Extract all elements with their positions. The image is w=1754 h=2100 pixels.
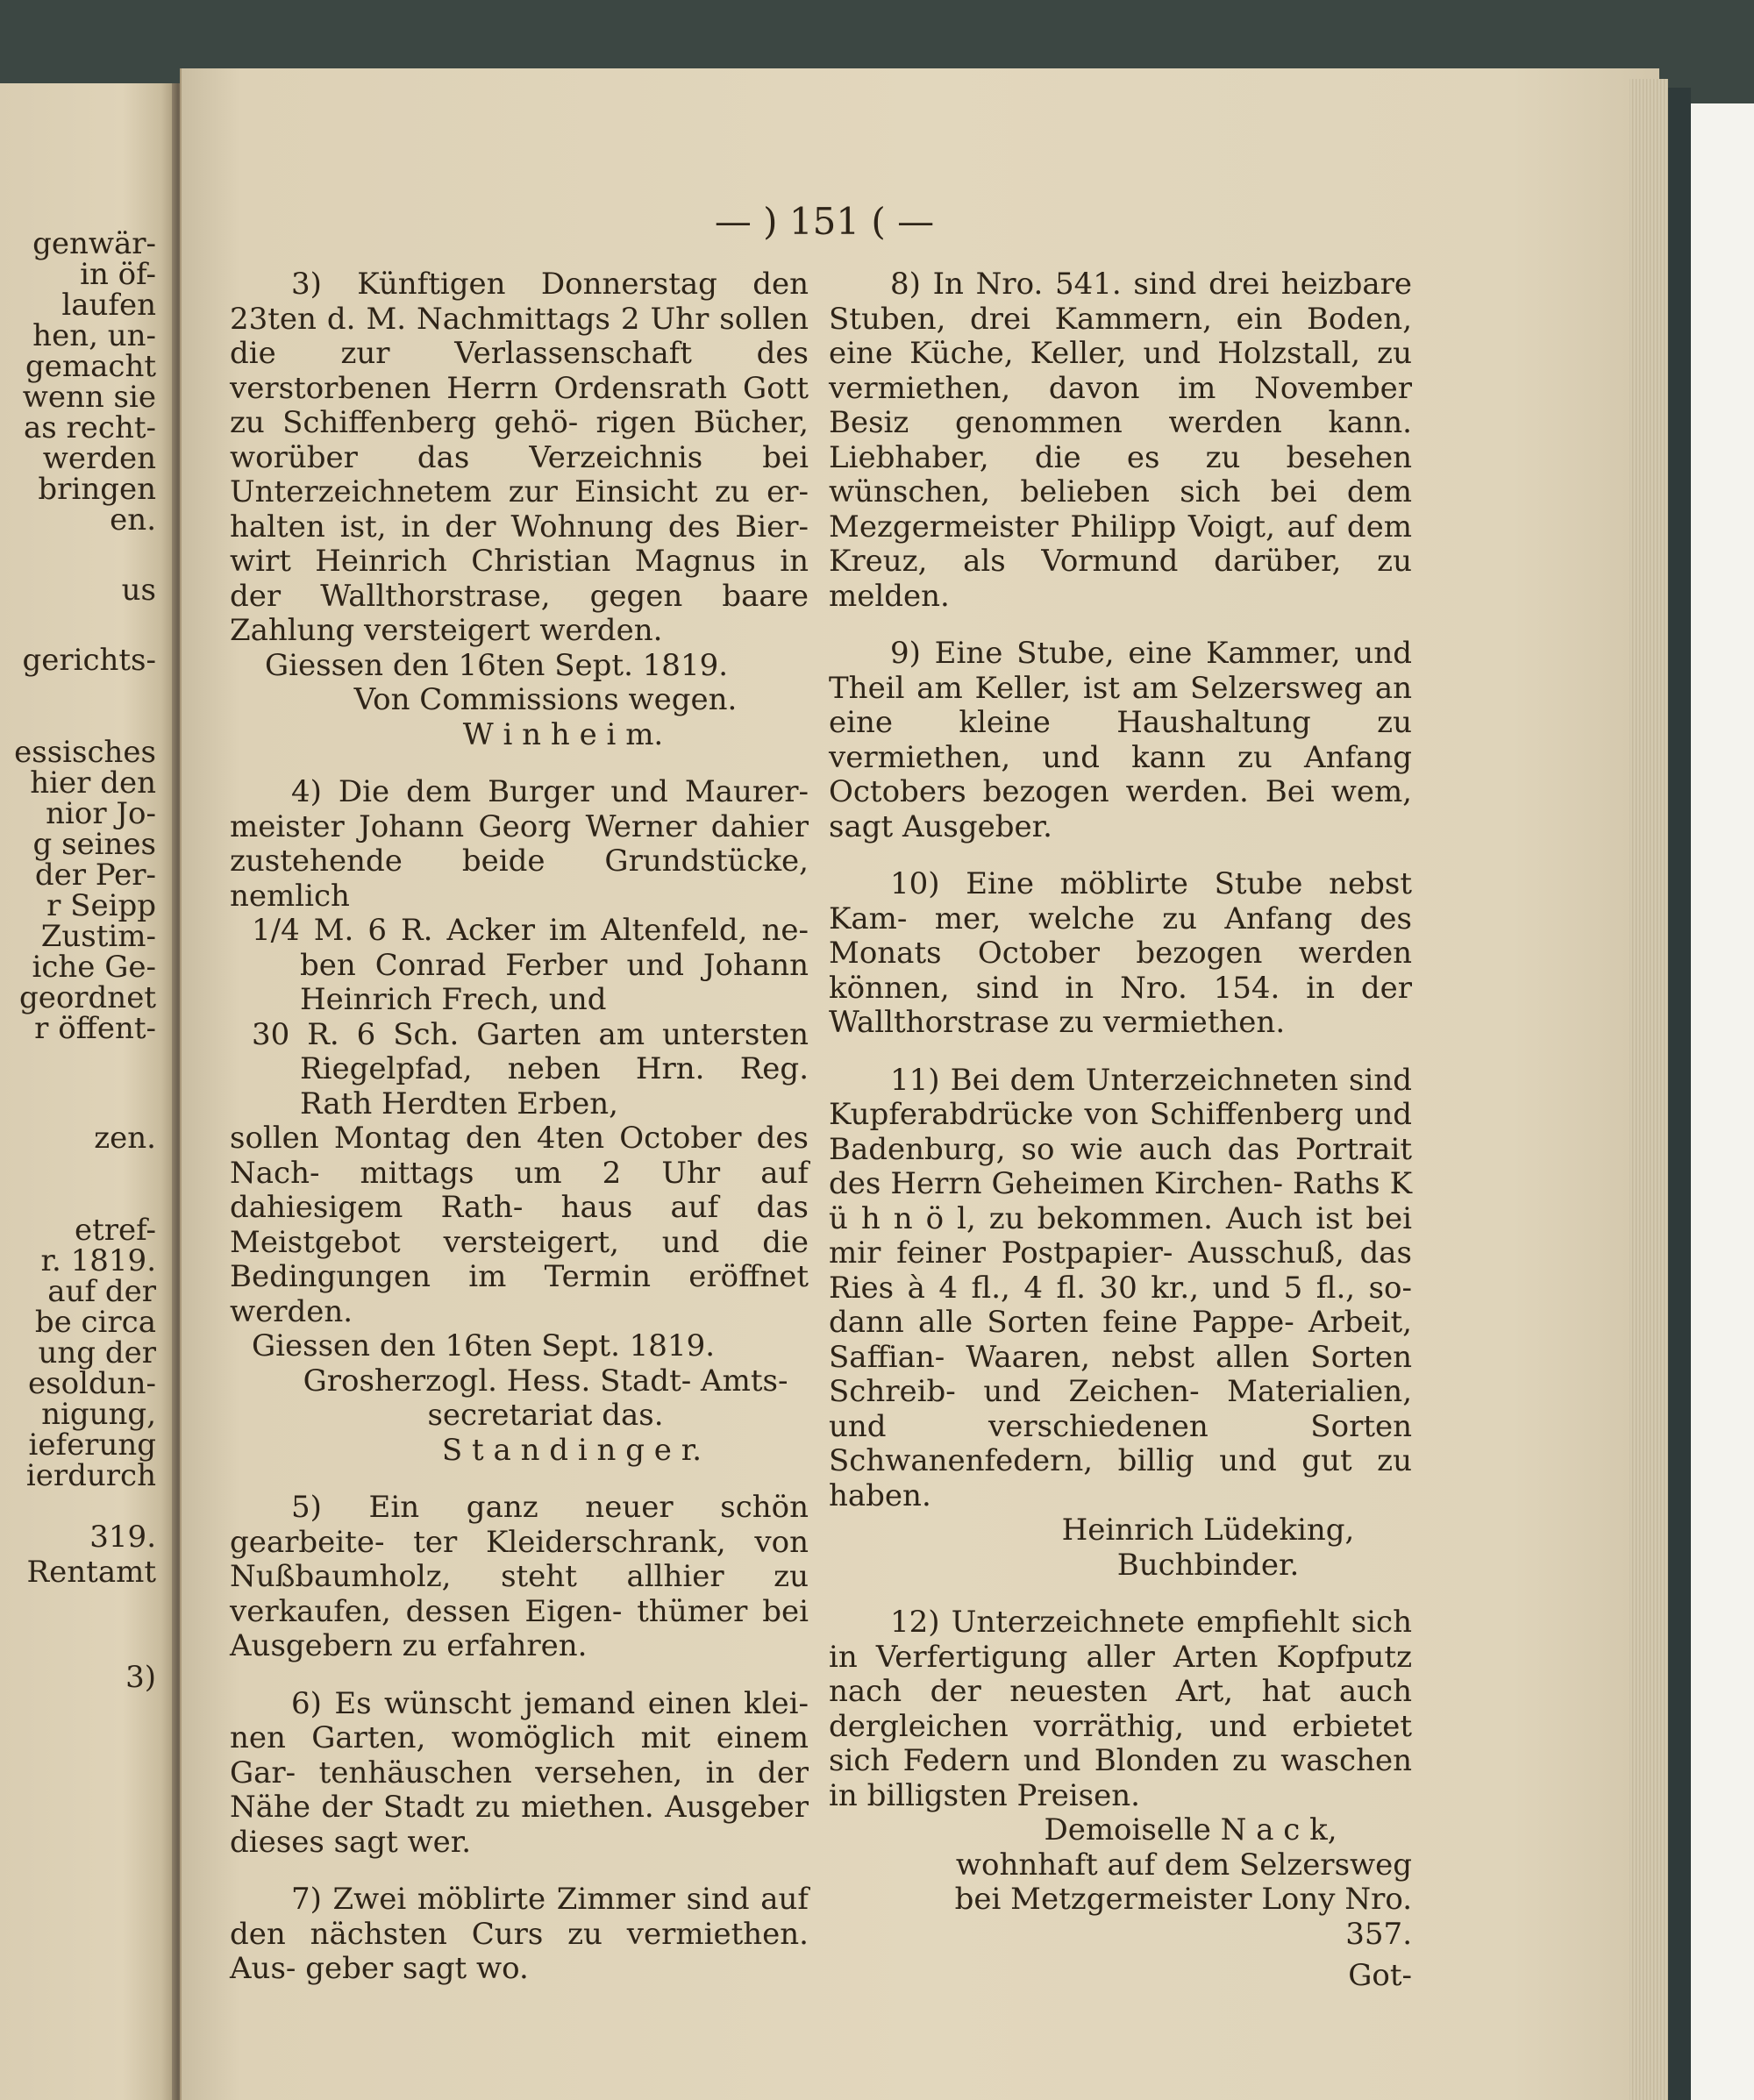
left-page-fragment: laufen <box>61 288 156 323</box>
left-page-fragment: werden <box>42 441 156 476</box>
left-page-fragment: geordnet <box>18 980 156 1015</box>
left-page-fragment: as recht- <box>24 410 156 445</box>
notice-4-text: 4) Die dem Burger und Maurer- meister Johann Georg Werner dahier zustehende beide Grundstücke, nemlich <box>230 774 809 914</box>
notice-11-signature-trade: Buchbinder. <box>1116 1547 1300 1583</box>
left-page-fragment: Zustim- <box>40 919 156 954</box>
left-page-fragment: ieferung <box>28 1427 156 1463</box>
left-page-fragment: Rentamt <box>26 1555 156 1590</box>
left-page-fragment: nigung, <box>41 1397 156 1432</box>
notice-8-text: 8) In Nro. 541. sind drei heizbare Stuben, drei Kammern, ein Boden, eine Küche, Keller, und Holzstall, zu vermiethen, davon im November Besiz genommen werden kann. Liebhaber, die es zu besehen wünschen, belieben sich bei dem Mezgermeister Philipp Voigt, auf dem Kreuz, als Vormund darüber, zu melden. <box>829 267 1412 614</box>
notice-11-text: 11) Bei dem Unterzeichneten sind Kupferabdrücke von Schiffenberg und Badenburg, so wie auch das Portrait des Herrn Geheimen Kirchen- Raths K ü h n ö l, zu bekommen. Auch ist bei mir feiner Postpapier- Ausschuß, das Ries à 4 fl., 4 fl. 30 kr., und 5 fl., so- dann alle Sorten feine Pappe- Arbeit, Saffian- Waaren, nebst allen Sorten Schreib- und Zeichen- Materialien, und verschiedenen Sorten Schwanenfedern, billig und gut zu haben. <box>829 1062 1412 1513</box>
left-page-fragment: r Seipp <box>46 888 156 923</box>
catchword: Got- <box>1348 1958 1412 1993</box>
notice-4-parcel-2: 30 R. 6 Sch. Garten am untersten Riegelpfad, neben Hrn. Reg. Rath Herdten Erben, <box>252 1016 809 1121</box>
left-page-fragment: iche Ge- <box>32 950 156 985</box>
left-page-fragment: r. 1819. <box>40 1243 156 1278</box>
left-page-fragment: auf der <box>47 1274 156 1309</box>
left-page-fragment: esoldun- <box>28 1366 156 1401</box>
left-page-fragment: bringen <box>38 472 156 507</box>
cover-edge <box>1668 88 1691 2100</box>
left-page-fragment: g seines <box>32 827 156 862</box>
notice-11-signature-name: Heinrich Lüdeking, <box>1061 1513 1355 1548</box>
left-column <box>230 267 809 1987</box>
left-page-fragment: essisches <box>14 735 156 770</box>
notice-4-place-date: Giessen den 16ten Sept. 1819. <box>252 1328 716 1363</box>
notice-10-text: 10) Eine möblirte Stube nebst Kam- mer, welche zu Anfang des Monats October bezogen werden können, sind in Nro. 154. in der Wallthorstrase zu vermiethen. <box>829 866 1412 1040</box>
page-header: — ) 151 ( — <box>714 200 935 243</box>
notice-3-signature: W i n h e i m. <box>462 716 664 752</box>
notice-4-parcel-1: 1/4 M. 6 R. Acker im Altenfeld, ne- ben Conrad Ferber und Johann Heinrich Frech, und <box>252 913 809 1017</box>
left-page-fragment: ierdurch <box>25 1458 156 1493</box>
left-page-fragment: wenn sie <box>22 380 156 415</box>
notice-3-authority: Von Commissions wegen. <box>353 682 738 717</box>
left-page-fragment: gemacht <box>25 349 156 384</box>
left-page-fragment: in öf- <box>80 257 156 292</box>
left-page-fragment: zen. <box>94 1121 156 1156</box>
notice-4-terms: sollen Montag den 4ten October des Nach- mittags um 2 Uhr auf dahiesigem Rath- haus auf das Meistgebot versteigert, und die Bedingungen im Termin eröffnet werden. <box>230 1121 809 1329</box>
left-page-fragment: genwär- <box>32 226 156 261</box>
left-page-fragment: ung der <box>38 1335 156 1370</box>
notice-4-authority: Grosherzogl. Hess. Stadt- Amts- secretariat das. <box>303 1363 788 1433</box>
left-page-fragment: us <box>121 573 156 608</box>
left-page-fragment: hier den <box>30 765 156 801</box>
notice-3-place-date: Giessen den 16ten Sept. 1819. <box>265 647 729 683</box>
left-page-fragment: hen, un- <box>32 318 156 353</box>
left-page-fragment: gerichts- <box>22 643 156 678</box>
notice-12-signature-name: Demoiselle N a c k, <box>1044 1812 1337 1847</box>
flyleaf <box>1691 103 1754 2100</box>
left-page-fragment: be circa <box>34 1305 156 1340</box>
left-page-fragment: etref- <box>74 1213 156 1248</box>
left-page-fragment: der Per- <box>34 858 156 893</box>
notice-7-text: 7) Zwei möblirte Zimmer sind auf den nächsten Curs zu vermiethen. Aus- geber sagt wo. <box>230 1882 809 1986</box>
page-edges <box>1629 79 1668 2100</box>
notice-5-text: 5) Ein ganz neuer schön gearbeite- ter Kleiderschrank, von Nußbaumholz, steht allhier zu verkaufen, dessen Eigen- thümer bei Ausgebern zu erfahren. <box>230 1490 809 1663</box>
notice-12-address: wohnhaft auf dem Selzersweg bei Metzgermeister Lony Nro. 357. <box>954 1847 1412 1952</box>
left-page-fragment: nior Jo- <box>46 796 156 831</box>
notice-3-text: 3) Künftigen Donnerstag den 23ten d. M. Nachmittags 2 Uhr sollen die zur Verlassenschaft des verstorbenen Herrn Ordensrath Gott zu Schiffenberg gehö- rigen Bücher, worüber das Verzeichnis bei Unterzeichnetem zur Einsicht zu er- halten ist, in der Wohnung des Bier- wirt Heinrich Christian Magnus in der Wallthorstrase, gegen baare Zahlung versteigert werden. <box>230 267 809 648</box>
notice-12-text: 12) Unterzeichnete empfiehlt sich in Verfertigung aller Arten Kopfputz nach der neuesten Art, hat auch dergleichen vorräthig, und erbietet sich Federn und Blonden zu waschen in billigsten Preisen. <box>829 1605 1412 1813</box>
notice-4-signature: S t a n d i n g e r. <box>441 1432 702 1468</box>
notice-6-text: 6) Es wünscht jemand einen klei- nen Garten, womöglich mit einem Gar- tenhäuschen versehen, in der Nähe der Stadt zu miethen. Ausgeber dieses sagt wer. <box>230 1685 809 1860</box>
left-page <box>0 83 175 2100</box>
right-column <box>829 267 1412 1994</box>
left-page-fragment: 3) <box>125 1660 156 1695</box>
left-page-fragment: en. <box>110 502 156 537</box>
notice-9-text: 9) Eine Stube, eine Kammer, und Theil am Keller, ist am Selzersweg an eine kleine Haushaltung zu vermiethen, und kann zu Anfang Octobers bezogen werden. Bei wem, sagt Ausgeber. <box>829 636 1412 844</box>
left-page-fragment: 319. <box>89 1520 156 1555</box>
left-page-fragment: r öffent- <box>34 1011 156 1046</box>
